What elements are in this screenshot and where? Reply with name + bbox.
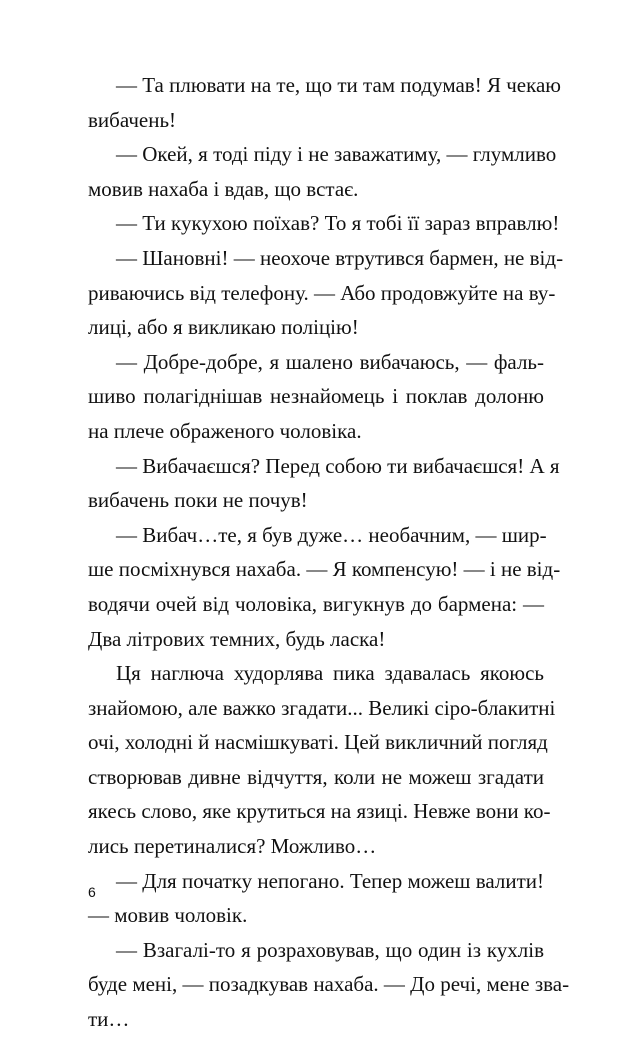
- text-line: буде мені, — позадкував нахаба. — До речі, мене зва-: [88, 972, 570, 997]
- text-line: вибачень!: [88, 107, 177, 132]
- text-line: — Окей, я тоді піду і не заважатиму, — глумливо: [116, 142, 557, 167]
- text-line: Два літрових темних, будь ласка!: [88, 626, 386, 651]
- body-text: [88, 68, 570, 1037]
- text-line: — Добре-добре, я шалено вибачаюсь, — фаль-: [116, 349, 544, 374]
- page-number: 6: [88, 884, 96, 900]
- text-line: — Для початку непогано. Тепер можеш валити!: [116, 868, 544, 893]
- text-line: очі, холодні й насмішкуваті. Цей викличний погляд: [88, 730, 548, 755]
- text-line: Ця наглюча худорлява пика здавалась якоюсь: [116, 661, 544, 686]
- text-line: — мовив чоловік.: [88, 903, 248, 928]
- text-line: — Вибачаєшся? Перед собою ти вибачаєшся! А я: [116, 453, 560, 478]
- text-line: на плече ображеного чоловіка.: [88, 418, 362, 443]
- text-line: якесь слово, яке крутиться на язиці. Невже вони ко-: [88, 799, 551, 824]
- text-line: — Взагалі-то я розраховував, що один із кухлів: [116, 937, 544, 962]
- text-line: — Та плювати на те, що ти там подумав! Я чекаю: [116, 73, 561, 97]
- text-line: — Ти кукухою поїхав? То я тобі її зараз вправлю!: [116, 211, 560, 236]
- text-line: вибачень поки не почув!: [88, 488, 308, 513]
- text-line: риваючись від телефону. — Або продовжуйте на ву-: [88, 280, 556, 305]
- text-line: створював дивне відчуття, коли не можеш згадати: [88, 764, 544, 789]
- text-line: — Шановні! — неохоче втрутився бармен, не від-: [116, 245, 564, 270]
- text-line: лись перетиналися? Можливо…: [88, 834, 377, 859]
- text-line: водячи очей від чоловіка, вигукнув до бармена: —: [88, 591, 544, 616]
- text-line: мовив нахаба і вдав, що встає.: [88, 176, 359, 201]
- text-line: лиці, або я викликаю поліцію!: [88, 315, 359, 340]
- text-line: ти…: [88, 1007, 130, 1032]
- text-line: знайомою, але важко згадати... Великі сіро-блакитні: [88, 695, 556, 720]
- text-line: шиво полагіднішав незнайомець і поклав долоню: [88, 384, 544, 409]
- text-line: — Вибач…те, я був дуже… необачним, — шир-: [116, 522, 547, 547]
- text-line: ше посміхнувся нахаба. — Я компенсую! — і не від-: [88, 557, 561, 582]
